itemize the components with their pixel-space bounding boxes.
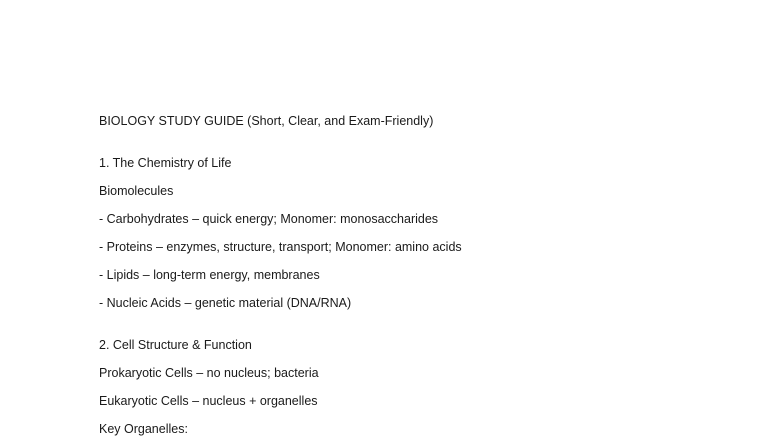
list-item: - Lipids – long-term energy, membranes <box>99 268 320 282</box>
document-title: BIOLOGY STUDY GUIDE (Short, Clear, and Exam-Friendly) <box>99 114 434 128</box>
text-line: Eukaryotic Cells – nucleus + organelles <box>99 394 318 408</box>
list-item: - Carbohydrates – quick energy; Monomer: monosaccharides <box>99 212 439 226</box>
section-heading-cell-structure: 2. Cell Structure & Function <box>99 338 252 352</box>
text-line: Key Organelles: <box>99 422 188 436</box>
text-line: Prokaryotic Cells – no nucleus; bacteria <box>99 366 319 380</box>
list-item: - Nucleic Acids – genetic material (DNA/RNA) <box>99 296 352 310</box>
subheading-biomolecules: Biomolecules <box>99 184 174 198</box>
list-item: - Proteins – enzymes, structure, transport; Monomer: amino acids <box>99 240 462 254</box>
section-heading-chemistry: 1. The Chemistry of Life <box>99 156 232 170</box>
